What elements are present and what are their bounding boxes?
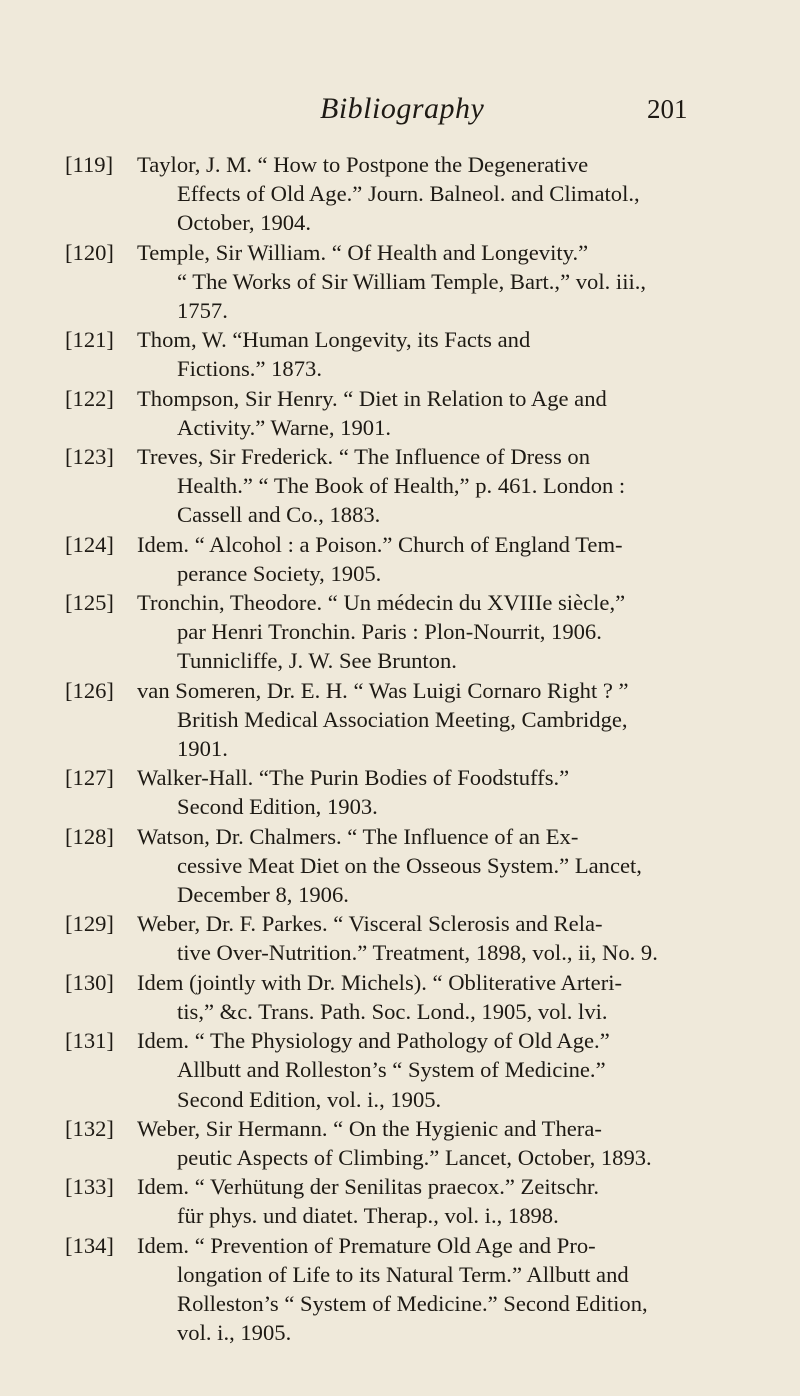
entry-number: [122] xyxy=(65,385,114,411)
entry-text xyxy=(135,442,745,530)
entry-line: Rolleston’s “ System of Medicine.” Second Edition, xyxy=(177,1290,648,1316)
entry-line: tive Over-Nutrition.” Treatment, 1898, vol., ii, No. 9. xyxy=(177,940,658,966)
entry-line: Walker-Hall. “The Purin Bodies of Foodstuffs.” xyxy=(137,765,570,791)
entry-line: 1901. xyxy=(177,736,228,762)
entry-text xyxy=(135,1026,745,1114)
entry-line: Thompson, Sir Henry. “ Diet in Relation to Age and xyxy=(137,385,607,411)
entry-text xyxy=(135,676,745,764)
entry-line: October, 1904. xyxy=(177,210,311,236)
entry-line: Idem. “ Verhütung der Senilitas praecox.” Zeitschr. xyxy=(137,1174,599,1200)
entry-line: Treves, Sir Frederick. “ The Influence of Dress on xyxy=(137,444,591,470)
entry-text xyxy=(135,150,745,238)
entry-text xyxy=(135,822,745,910)
bibliography-entry xyxy=(65,588,745,676)
bibliography-entry xyxy=(65,150,745,238)
entry-number: [126] xyxy=(65,677,114,703)
entry-line: Activity.” Warne, 1901. xyxy=(177,414,392,440)
entry-line: Effects of Old Age.” Journ. Balneol. and Climatol., xyxy=(177,181,640,207)
bibliography-entry xyxy=(65,530,745,588)
entry-number: [127] xyxy=(65,765,114,791)
entry-line: Temple, Sir William. “ Of Health and Longevity.” xyxy=(137,239,589,265)
bibliography-entry xyxy=(65,325,745,383)
entry-line: 1757. xyxy=(177,298,228,324)
bibliography-entry xyxy=(65,676,745,764)
entry-number: [121] xyxy=(65,327,114,353)
entry-line: Allbutt and Rolleston’s “ System of Medicine.” xyxy=(177,1057,606,1083)
bibliography-entry xyxy=(65,1231,745,1348)
entry-line: Health.” “ The Book of Health,” p. 461. London : xyxy=(177,473,626,499)
bibliography-entry xyxy=(65,909,745,967)
bibliography-entry xyxy=(65,238,745,326)
entry-line: vol. i., 1905. xyxy=(177,1320,292,1346)
bibliography-entry xyxy=(65,1114,745,1172)
running-header xyxy=(0,92,800,132)
entry-text xyxy=(135,1231,745,1348)
entry-text xyxy=(135,530,745,588)
entry-line: tis,” &c. Trans. Path. Soc. Lond., 1905, vol. lvi. xyxy=(177,998,608,1024)
entry-text xyxy=(135,238,745,326)
bibliography-entry xyxy=(65,822,745,910)
entry-line: Fictions.” 1873. xyxy=(177,356,322,382)
entry-line: Second Edition, 1903. xyxy=(177,794,378,820)
entry-line: Idem. “ Prevention of Premature Old Age and Pro- xyxy=(137,1232,596,1258)
entry-number: [130] xyxy=(65,969,114,995)
entry-line: peutic Aspects of Climbing.” Lancet, October, 1893. xyxy=(177,1144,652,1170)
entry-number: [133] xyxy=(65,1174,114,1200)
bibliography-entry xyxy=(65,384,745,442)
entry-line: longation of Life to its Natural Term.” Allbutt and xyxy=(177,1261,629,1287)
running-title: Bibliography xyxy=(320,92,485,125)
entry-number: [134] xyxy=(65,1232,114,1258)
entry-text xyxy=(135,1172,745,1230)
entry-number: [123] xyxy=(65,444,114,470)
entry-text xyxy=(135,968,745,1026)
entry-line: Idem. “ The Physiology and Pathology of Old Age.” xyxy=(137,1028,610,1054)
entry-number: [125] xyxy=(65,590,114,616)
entry-text xyxy=(135,588,745,676)
entry-line: Idem (jointly with Dr. Michels). “ Obliterative Arteri- xyxy=(137,969,623,995)
bibliography-entry xyxy=(65,1172,745,1230)
bibliography-entry xyxy=(65,763,745,821)
entry-text xyxy=(135,1114,745,1172)
bibliography-list xyxy=(65,150,745,1347)
entry-line: Weber, Sir Hermann. “ On the Hygienic and Thera- xyxy=(137,1115,602,1141)
page-number: 201 xyxy=(647,94,688,124)
bibliography-entry xyxy=(65,442,745,530)
entry-text xyxy=(135,763,745,821)
entry-line: British Medical Association Meeting, Cambridge, xyxy=(177,706,628,732)
entry-line: December 8, 1906. xyxy=(177,882,349,908)
entry-line: perance Society, 1905. xyxy=(177,560,382,586)
bibliography-entry xyxy=(65,968,745,1026)
entry-line: van Someren, Dr. E. H. “ Was Luigi Cornaro Right ? ” xyxy=(137,677,629,703)
entry-line: Weber, Dr. F. Parkes. “ Visceral Sclerosis and Rela- xyxy=(137,911,603,937)
entry-line: Idem. “ Alcohol : a Poison.” Church of England Tem- xyxy=(137,531,623,557)
entry-number: [119] xyxy=(65,152,114,177)
entry-number: [131] xyxy=(65,1028,114,1054)
entry-number: [120] xyxy=(65,239,114,265)
entry-text xyxy=(135,909,745,967)
entry-text xyxy=(135,325,745,383)
bibliography-entry xyxy=(65,1026,745,1114)
entry-line: Cassell and Co., 1883. xyxy=(177,502,381,528)
entry-line: Tunnicliffe, J. W. See Brunton. xyxy=(177,648,457,674)
entry-number: [132] xyxy=(65,1115,114,1141)
entry-line: Tronchin, Theodore. “ Un médecin du XVIIIe siècle,” xyxy=(137,590,626,616)
entry-number: [124] xyxy=(65,531,114,557)
entry-line: Second Edition, vol. i., 1905. xyxy=(177,1086,442,1112)
entry-number: [129] xyxy=(65,911,114,937)
entry-line: “ The Works of Sir William Temple, Bart.,” vol. iii., xyxy=(177,268,647,294)
entry-number: [128] xyxy=(65,823,114,849)
entry-text xyxy=(135,384,745,442)
entry-line: Thom, W. “Human Longevity, its Facts and xyxy=(137,327,531,353)
entry-line: Watson, Dr. Chalmers. “ The Influence of an Ex- xyxy=(137,823,579,849)
entry-line: cessive Meat Diet on the Osseous System.” Lancet, xyxy=(177,852,642,878)
entry-line: für phys. und diatet. Therap., vol. i., 1898. xyxy=(177,1203,559,1229)
entry-line: Taylor, J. M. “ How to Postpone the Degenerative xyxy=(137,152,589,177)
entry-line: par Henri Tronchin. Paris : Plon-Nourrit, 1906. xyxy=(177,619,602,645)
